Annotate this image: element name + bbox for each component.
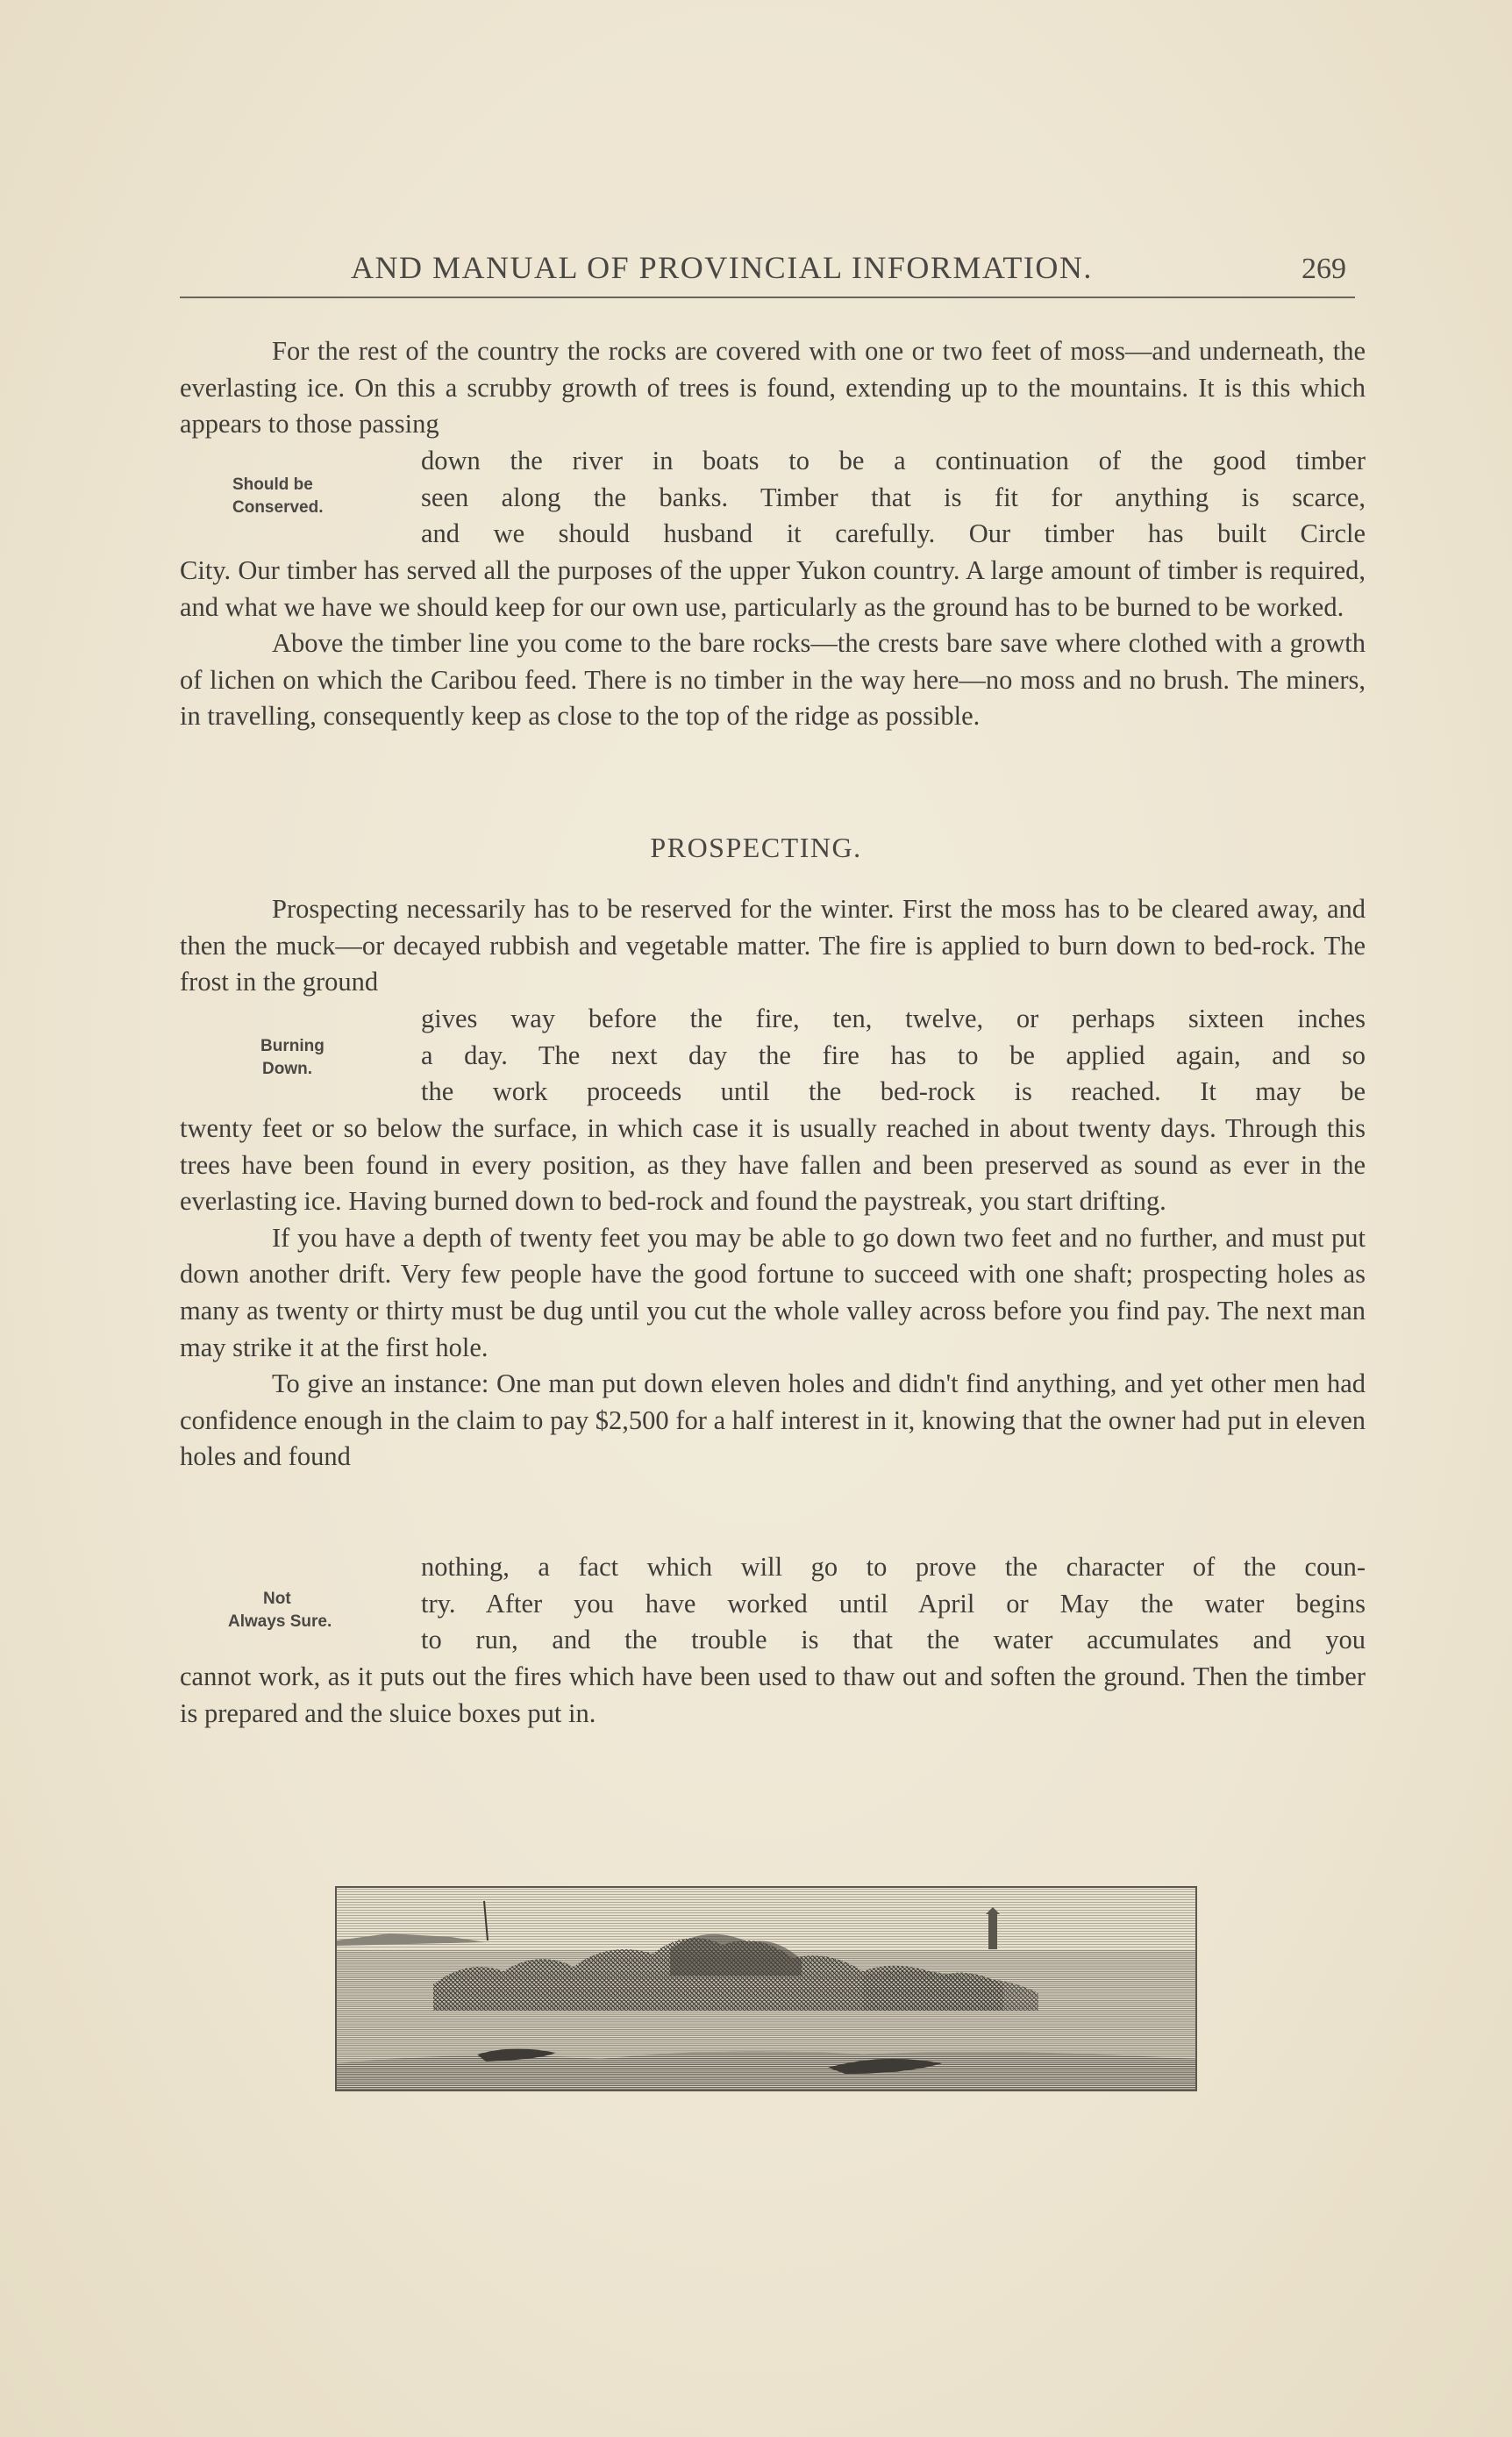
indented-line: and we should husband it carefully. Our timber has built Circle bbox=[421, 518, 1366, 549]
sidenote-should-be-conserved bbox=[232, 474, 323, 519]
sidenote-line: Down. bbox=[262, 1060, 312, 1078]
paragraph-text: To give an instance: One man put down eleven holes and didn't find anything, and yet other men had confidence enough in the claim to pay $2,500 for a half interest in it, knowing that the owner had put in eleven holes and found bbox=[180, 1369, 1366, 1472]
paragraph-text: City. Our timber has served all the purposes of the upper Yukon country. A large amount of timber is required, and what we have we should keep for our own use, particularly as the ground has to be burned to be worked. bbox=[180, 555, 1366, 622]
indented-line: down the river in boats to be a continuation of the good timber bbox=[421, 446, 1366, 475]
paragraph-prospecting-3 bbox=[180, 1659, 1366, 1732]
indented-line: the work proceeds until the bed-rock is reached. It may be bbox=[421, 1076, 1366, 1107]
sidenote-line: Burning bbox=[260, 1037, 325, 1055]
paragraph-prospecting-1 bbox=[180, 891, 1366, 1001]
paragraph-text: If you have a depth of twenty feet you may be able to go down two feet and no further, and must put down another drift. Very few people have the good fortune to succeed with one shaft; prospecting holes as many as twenty or thirty must be dug until you cut the whole valley across before you find pay. The next man may strike it at the first hole. bbox=[180, 1222, 1366, 1362]
sidenote-not-always-sure bbox=[228, 1588, 332, 1633]
page-header bbox=[180, 249, 1346, 293]
sidenote-line: Not bbox=[263, 1590, 291, 1608]
sidenote-line: Conserved. bbox=[232, 498, 324, 517]
indented-lines-not-sure bbox=[421, 1549, 1366, 1659]
header-rule bbox=[180, 297, 1355, 298]
sidenote-line: Should be bbox=[232, 475, 313, 494]
lighthouse bbox=[988, 1914, 997, 1949]
paragraph-text: twenty feet or so below the surface, in which case it is usually reached in about twenty days. Through this trees have been found in every position, as they have fallen and been preserved as sound as ever in the everlasting ice. Having burned down to bed-rock and found the paystreak, you start drifting. bbox=[180, 1113, 1366, 1217]
indented-line: try. After you have worked until April or May the water begins bbox=[421, 1588, 1366, 1619]
paragraph-text: cannot work, as it puts out the fires which have been used to thaw out and soften the ground. Then the timber is prepared and the sluice boxes put in. bbox=[180, 1662, 1366, 1728]
indented-line: a day. The next day the fire has to be applied again, and so bbox=[421, 1040, 1366, 1070]
running-title: AND MANUAL OF PROVINCIAL INFORMATION. bbox=[351, 250, 1093, 285]
paragraph-timber-1 bbox=[180, 333, 1366, 443]
page-number: 269 bbox=[1302, 253, 1346, 285]
indented-line: to run, and the trouble is that the water accumulates and you bbox=[421, 1625, 1366, 1655]
coastal-rocks-engraving-icon bbox=[335, 1886, 1197, 2091]
sidenote-line: Always Sure. bbox=[228, 1612, 332, 1631]
foreground-shore bbox=[337, 2051, 1195, 2090]
indented-lines-timber bbox=[421, 443, 1366, 553]
paragraph-text: For the rest of the country the rocks are covered with one or two feet of moss—and underneath, the everlasting ice. On this a scrubby growth of trees is found, extending up to the mountains. It is this which appears to those passing bbox=[180, 336, 1366, 440]
indented-line: seen along the banks. Timber that is fit for anything is scarce, bbox=[421, 482, 1366, 512]
sidenote-burning-down bbox=[260, 1035, 325, 1081]
indented-line: gives way before the fire, ten, twelve, or perhaps sixteen inches bbox=[421, 1004, 1366, 1033]
paragraph-text: Above the timber line you come to the bare rocks—the crests bare save where clothed with a growth of lichen on which the Caribou feed. There is no timber in the way here—no moss and no brush. The miners, in travelling, consequently keep as close to the top of the ridge as possible. bbox=[180, 628, 1366, 732]
indented-line: nothing, a fact which will go to prove the character of the coun- bbox=[421, 1552, 1366, 1582]
paragraph-prospecting-2 bbox=[180, 1111, 1366, 1476]
section-heading-prospecting: PROSPECTING. bbox=[650, 832, 862, 863]
engraving-image bbox=[337, 1888, 1195, 2090]
paragraph-timber-2 bbox=[180, 553, 1366, 735]
indented-lines-burning bbox=[421, 1001, 1366, 1111]
paragraph-text: Prospecting necessarily has to be reserved for the winter. First the moss has to be cleared away, and then the muck—or decayed rubbish and vegetable matter. The fire is applied to burn down to bed-rock. The frost in the ground bbox=[180, 894, 1366, 997]
